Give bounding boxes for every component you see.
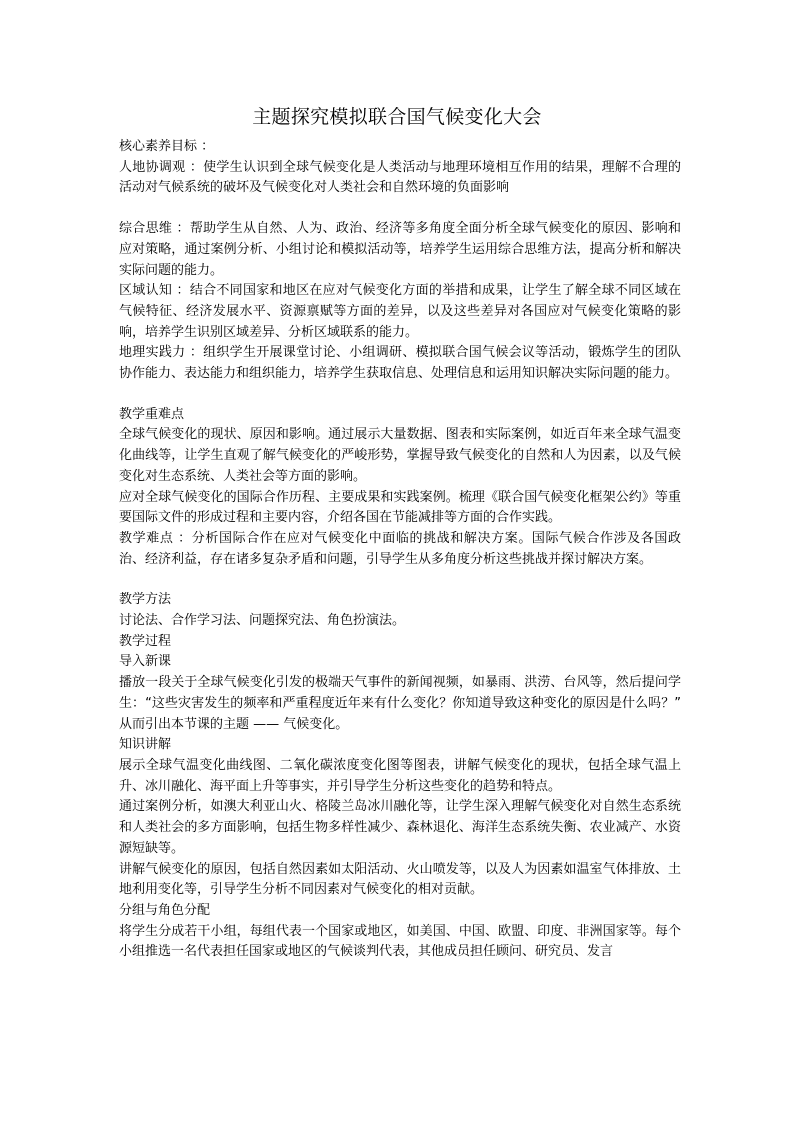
geo-practice-paragraph: 地理实践力 ：组织学生开展课堂讨论、小组调研、模拟联合国气候会议等活动，锻炼学生的团队协作能力、表达能力和组织能力，培养学生获取信息、处理信息和运用知识解决实际问题的能力。 — [119, 345, 681, 382]
page-title: 主题探究模拟联合国气候变化大会 — [252, 106, 542, 128]
methods-text: 讨论法、合作学习法、问题探究法、角色扮演法。 — [119, 613, 406, 629]
document-body — [119, 137, 681, 963]
knowledge-heading: 知识讲解 — [119, 737, 172, 753]
intro-heading: 导入新课 — [119, 654, 172, 670]
regional-cognition-paragraph: 区域认知 ：结合不同国家和地区在应对气候变化方面的举措和成果，让学生了解全球不同区域在气候特征、经济发展水平、资源禀赋等方面的差异，以及这些差异对各国应对气候变化策略的影响，培养学生识别区域差异、分析区域联系的能力。 — [119, 283, 681, 340]
grouping-paragraph: 将学生分成若干小组，每组代表一个国家或地区，如美国、中国、欧盟、印度、非洲国家等。每个小组推选一名代表担任国家或地区的气候谈判代表，其他成员担任顾问、研究员、发言 — [119, 923, 681, 960]
key-point-paragraph-1: 全球气候变化的现状、原因和影响。通过展示大量数据、图表和实际案例，如近百年来全球气温变化曲线等，让学生直观了解气候变化的严峻形势，掌握导致气候变化的自然和人为因素，以及气候变化对生态系统、人类社会等方面的影响。 — [119, 427, 681, 484]
methods-heading: 教学方法 — [119, 592, 172, 608]
key-points-heading: 教学重难点 — [119, 406, 185, 422]
process-heading: 教学过程 — [119, 633, 172, 649]
paragraph-gap — [119, 570, 681, 590]
knowledge-paragraph-1: 展示全球气温变化曲线图、二氧化碳浓度变化图等图表，讲解气候变化的现状，包括全球气温上升、冰川融化、海平面上升等事实，并引导学生分析这些变化的趋势和特点。 — [119, 757, 681, 794]
intro-paragraph: 播放一段关于全球气候变化引发的极端天气事件的新闻视频，如暴雨、洪涝、台风等，然后提问学生：“这些灾害发生的频率和严重程度近年来有什么变化？你知道导致这种变化的原因是什么吗？” 从而引出本节课的主题 —— 气候变化。 — [119, 675, 681, 732]
paragraph-gap — [119, 385, 681, 405]
paragraph-gap — [119, 199, 681, 219]
key-point-paragraph-2: 应对全球气候变化的国际合作历程、主要成果和实践案例。梳理《联合国气候变化框架公约》等重要国际文件的形成过程和主要内容，介绍各国在节能减排等方面的合作实践。 — [119, 489, 681, 526]
grouping-heading: 分组与角色分配 — [119, 902, 211, 918]
human-earth-paragraph: 人地协调观 ：使学生认识到全球气候变化是人类活动与地理环境相互作用的结果，理解不合理的活动对气候系统的破坏及气候变化对人类社会和自然环境的负面影响 — [119, 159, 681, 196]
knowledge-paragraph-2: 通过案例分析，如澳大利亚山火、格陵兰岛冰川融化等，让学生深入理解气候变化对自然生态系统和人类社会的多方面影响，包括生物多样性减少、森林退化、海洋生态系统失衡、农业减产、水资源短缺等。 — [119, 799, 681, 856]
difficulty-paragraph: 教学难点 ：分析国际合作在应对气候变化中面临的挑战和解决方案。国际气候合作涉及各国政治、经济利益，存在诸多复杂矛盾和问题，引导学生从多角度分析这些挑战并探讨解决方案。 — [119, 530, 681, 567]
core-literacy-heading: 核心素养目标 ： — [119, 139, 215, 154]
knowledge-paragraph-3: 讲解气候变化的原因，包括自然因素如太阳活动、火山喷发等，以及人为因素如温室气体排放、土地利用变化等，引导学生分析不同因素对气候变化的相对贡献。 — [119, 861, 681, 898]
integrated-thinking-paragraph: 综合思维 ：帮助学生从自然、人为、政治、经济等多角度全面分析全球气候变化的原因、影响和应对策略，通过案例分析、小组讨论和模拟活动等，培养学生运用综合思维方法，提高分析和解决实际问题的能力。 — [119, 221, 681, 278]
